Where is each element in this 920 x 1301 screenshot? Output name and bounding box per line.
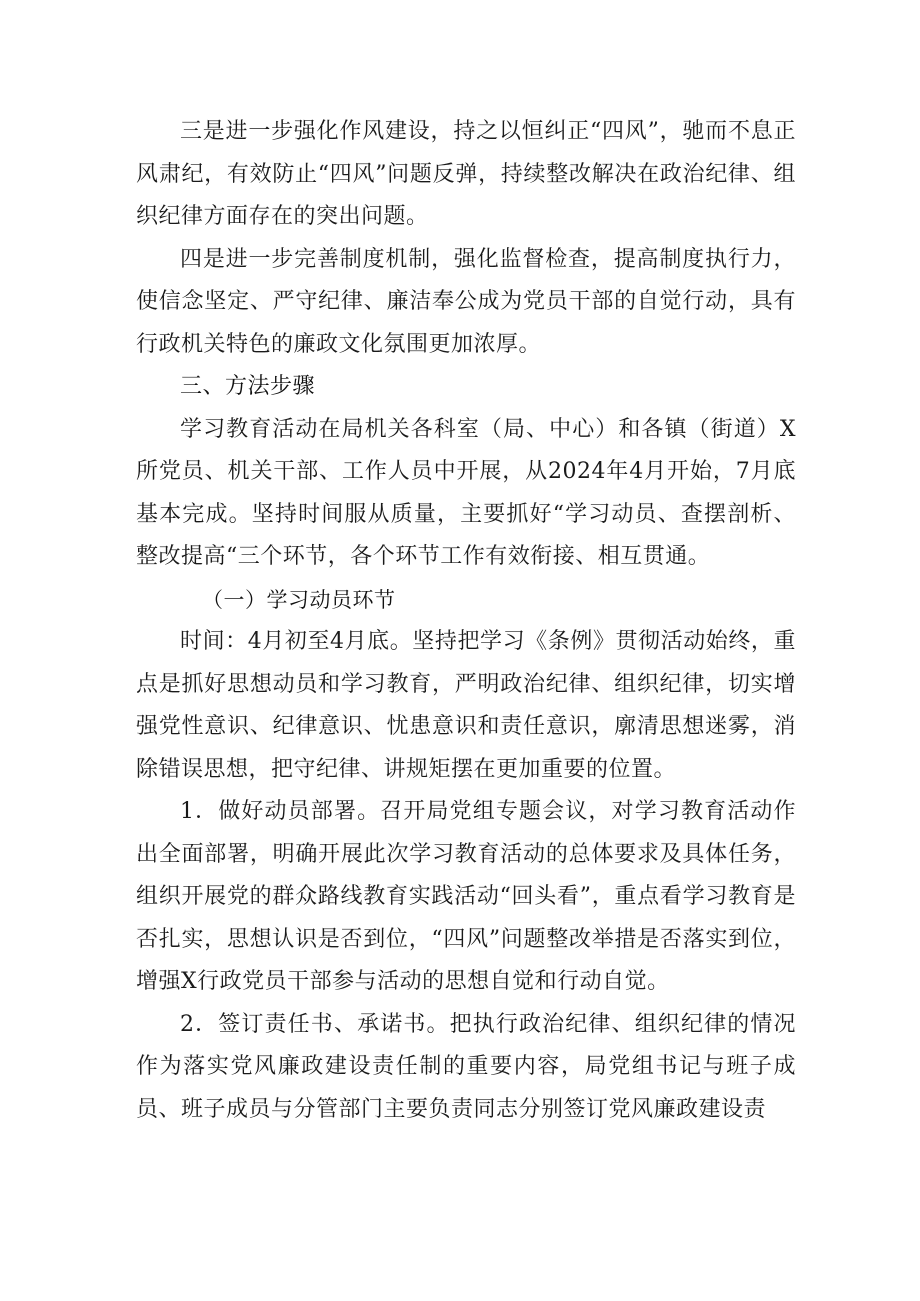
document-body bbox=[136, 111, 796, 1131]
subsection-heading-mobilization: （一）学习动员环节 bbox=[202, 587, 396, 612]
paragraph-activity-scope: 学习教育活动在局机关各科室（局、中心）和各镇（街道）X所党员、机关干部、工作人员中开展，从2024年4月开始，7月底基本完成。坚持时间服从质量，主要抓好“学习动员、查摆剖析、整改提高“三个环节，各个环节工作有效衔接、相互贯通。 bbox=[136, 416, 796, 569]
paragraph-work-style: 三是进一步强化作风建设，持之以恒纠正“四风”，驰而不息正风肃纪，有效防止“四风”问题反弹，持续整改解决在政治纪律、组织纪律方面存在的突出问题。 bbox=[136, 119, 796, 229]
section-heading-methods: 三、方法步骤 bbox=[180, 374, 316, 399]
paragraph-responsibility: 2．签订责任书、承诺书。把执行政治纪律、组织纪律的情况作为落实党风廉政建设责任制的重要内容，局党组书记与班子成员、班子成员与分管部门主要负责同志分别签订党风廉政建设责 bbox=[136, 1011, 796, 1122]
paragraph-timeframe: 时间：4月初至4月底。坚持把学习《条例》贯彻活动始终，重点是抓好思想动员和学习教育，严明政治纪律、组织纪律，切实增强党性意识、纪律意识、忧患意识和责任意识，廓清思想迷雾，消除错误思想，把守纪律、讲规矩摆在更加重要的位置。 bbox=[136, 629, 796, 782]
paragraph-institution: 四是进一步完善制度机制，强化监督检查，提高制度执行力，使信念坚定、严守纪律、廉洁奉公成为党员干部的自觉行动，具有行政机关特色的廉政文化氛围更加浓厚。 bbox=[136, 246, 796, 357]
paragraph-deployment: 1．做好动员部署。召开局党组专题会议，对学习教育活动作出全面部署，明确开展此次学习教育活动的总体要求及具体任务，组织开展党的群众路线教育实践活动“回头看”，重点看学习教育是否扎实，思想认识是否到位，“四风”问题整改举措是否落实到位，增强X行政党员干部参与活动的思想自觉和行动自觉。 bbox=[136, 799, 796, 994]
